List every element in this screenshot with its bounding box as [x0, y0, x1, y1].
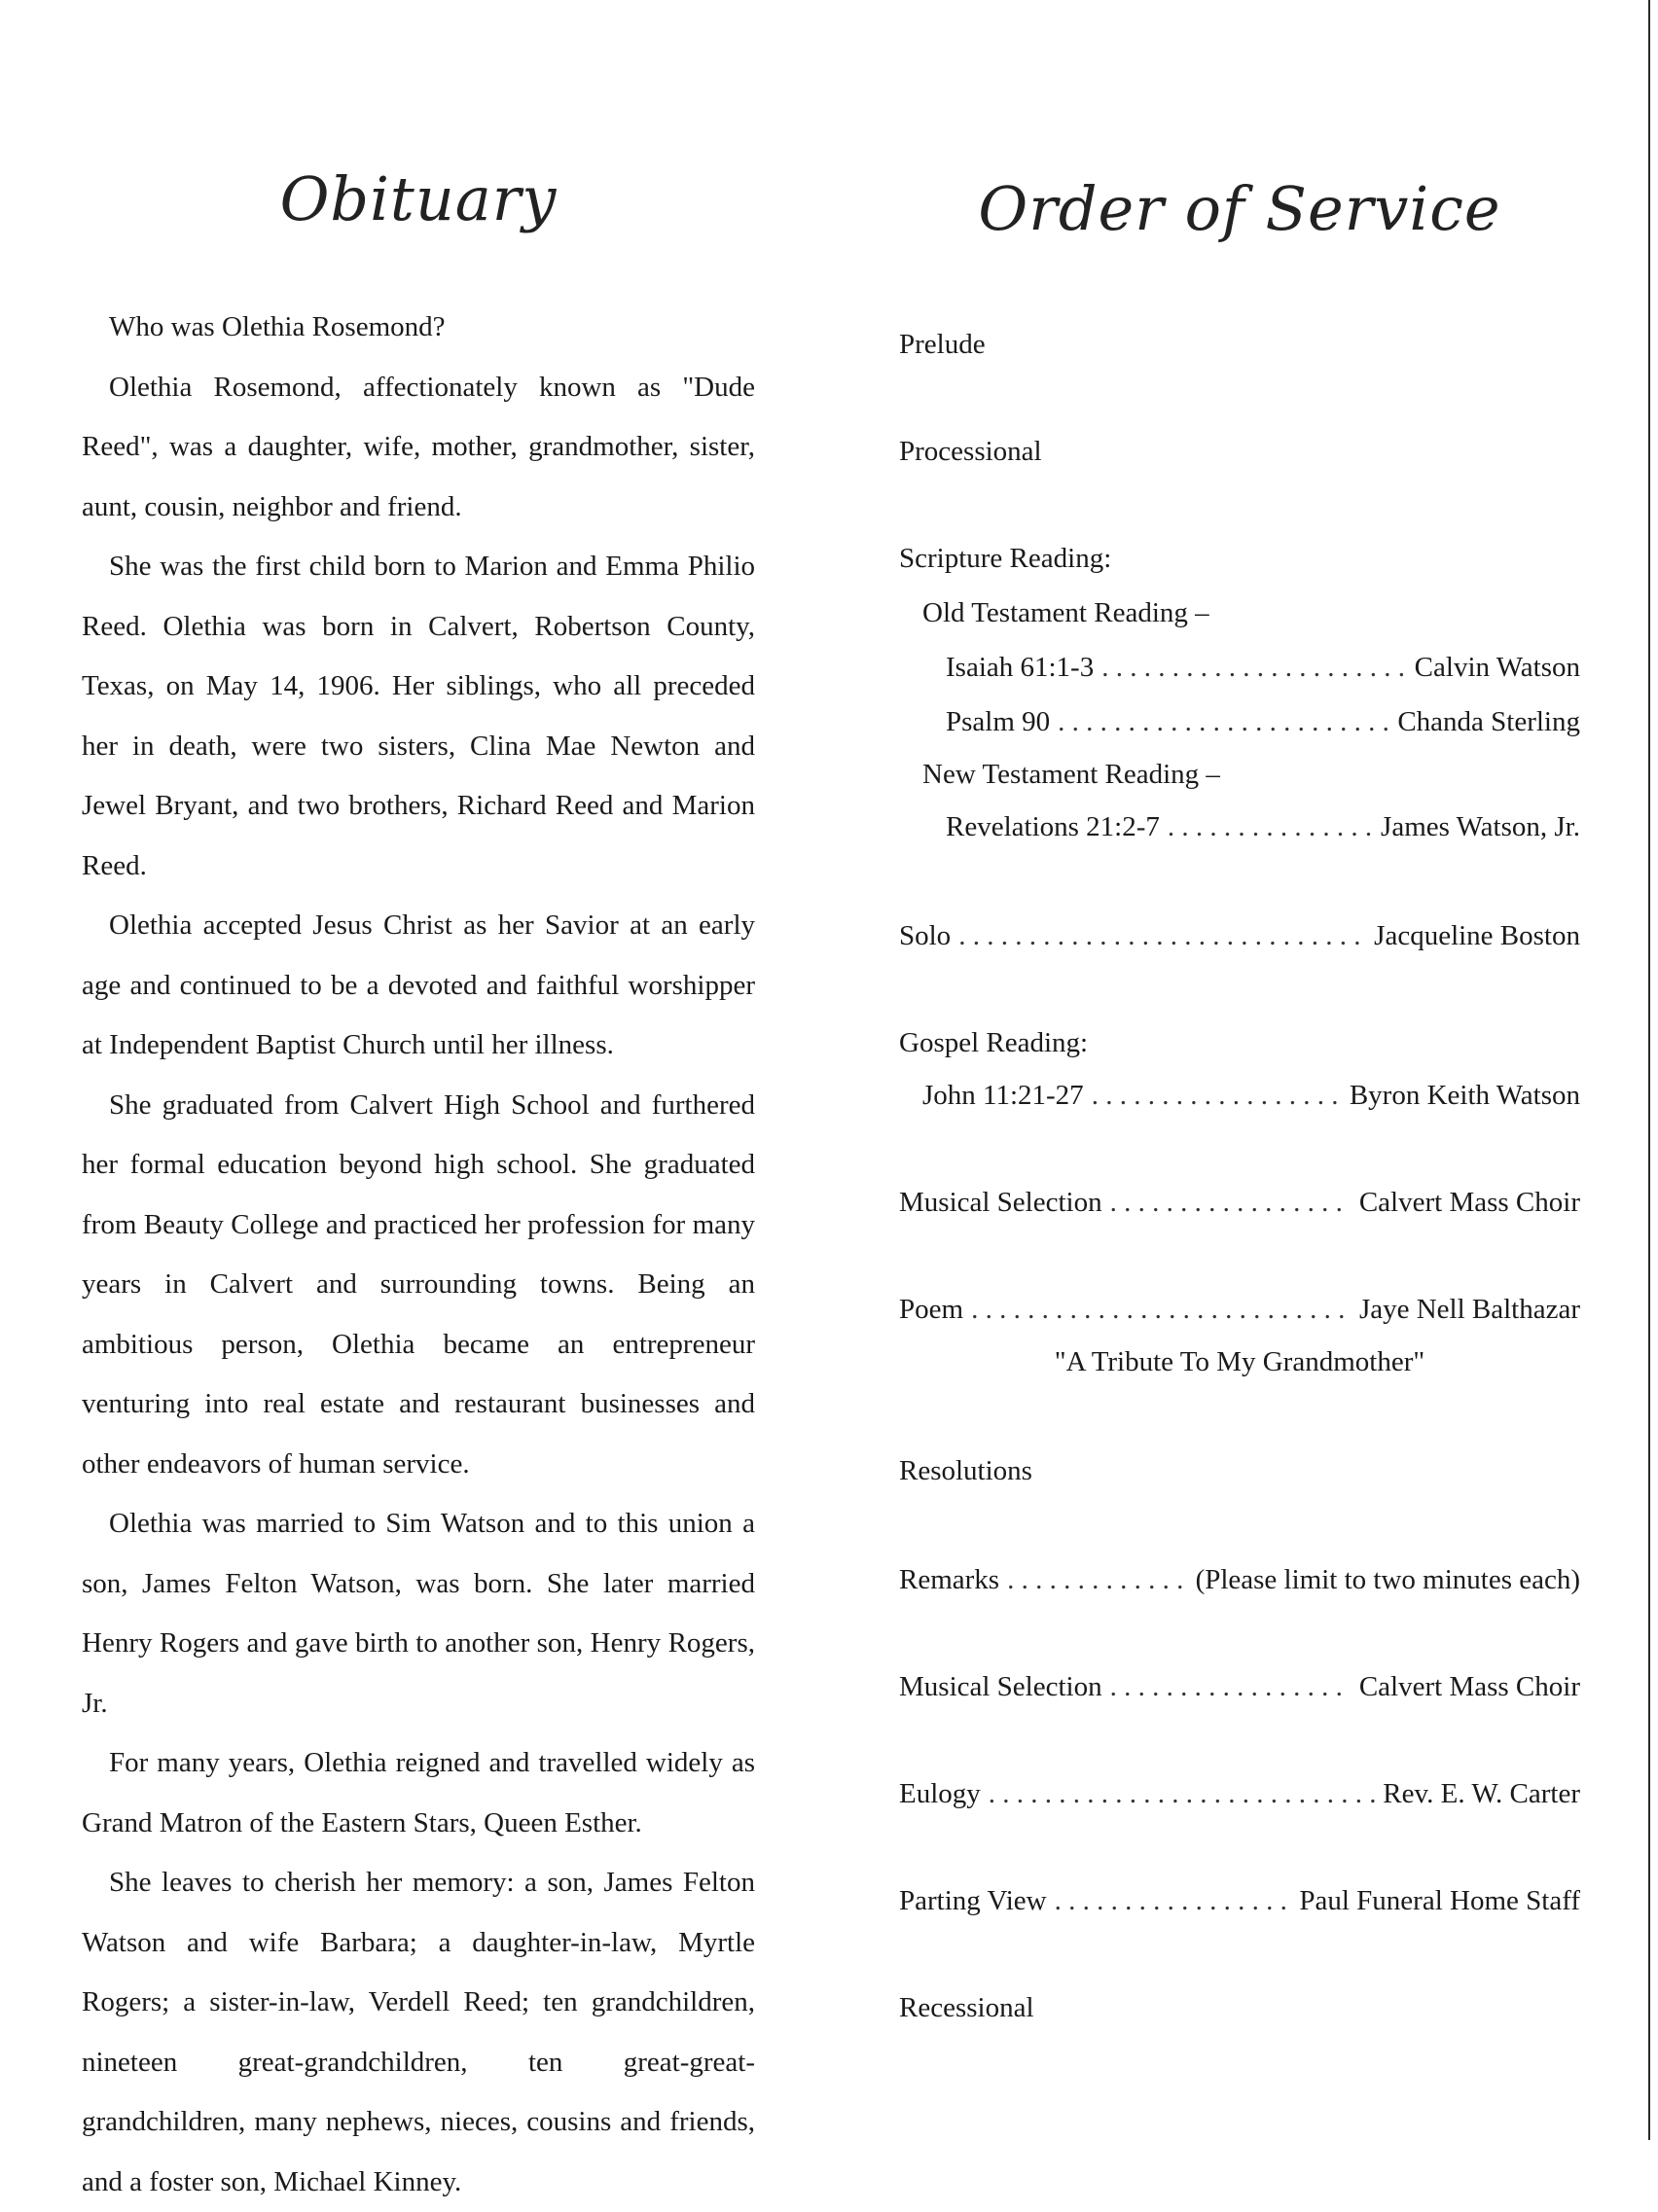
dot-leader — [1007, 1560, 1187, 1599]
service-participant: (Please limit to two minutes each) — [1195, 1564, 1580, 1595]
dot-leader — [1110, 1667, 1352, 1706]
dot-leader — [1055, 1881, 1292, 1920]
service-label: Isaiah 61:1-3 — [946, 652, 1095, 683]
poem-title: "A Tribute To My Grandmother" — [1054, 1346, 1425, 1377]
obituary-paragraph: Olethia Rosemond, affectionately known as "Dude Reed", was a daughter, wife, mother, grandmother, sister, aunt, cousin, neighbor and friend. — [82, 371, 755, 522]
service-item-remarks — [899, 1560, 1580, 1599]
service-item-eulogy — [899, 1774, 1580, 1813]
service-participant: Calvin Watson — [1414, 652, 1580, 683]
obituary-paragraph: Olethia accepted Jesus Christ as her Savior at an early age and continued to be a devoted and faithful worshipper at Independent Baptist Church until her illness. — [82, 910, 755, 1060]
dot-leader — [1092, 1076, 1342, 1115]
service-label: John 11:21-27 — [922, 1080, 1084, 1111]
service-participant: Byron Keith Watson — [1349, 1080, 1580, 1111]
service-label: Musical Selection — [899, 1187, 1102, 1218]
service-item-poem — [899, 1290, 1580, 1329]
service-label: Parting View — [899, 1885, 1047, 1916]
service-item-prelude: Prelude — [899, 329, 986, 360]
obituary-body — [82, 298, 755, 2212]
service-label: Poem — [899, 1294, 964, 1325]
obituary-paragraph: For many years, Olethia reigned and travelled widely as Grand Matron of the Eastern Stars, Queen Esther. — [82, 1747, 755, 1838]
service-item-processional: Processional — [899, 436, 1042, 467]
obituary-paragraph: She leaves to cherish her memory: a son, James Felton Watson and wife Barbara; a daughter-in-law, Myrtle Rogers; a sister-in-law, Verdell Reed; ten grandchildren, nineteen great-grandchildren, ten great-great-grandchildren, many nephews, nieces, cousins and friends, and a foster son, Michael Kinney. — [82, 1867, 755, 2197]
gospel-heading: Gospel Reading: — [899, 1027, 1089, 1058]
service-label: Musical Selection — [899, 1671, 1102, 1702]
service-participant: James Watson, Jr. — [1381, 811, 1580, 842]
dot-leader — [971, 1290, 1352, 1329]
new-testament-heading: New Testament Reading – — [922, 759, 1220, 790]
service-participant: Calvert Mass Choir — [1358, 1187, 1580, 1218]
service-label: Eulogy — [899, 1778, 981, 1809]
service-item-musical-selection-2 — [899, 1667, 1580, 1706]
service-label: Solo — [899, 920, 952, 951]
service-item-recessional: Recessional — [899, 1992, 1034, 2023]
service-item-isaiah — [899, 648, 1580, 687]
old-testament-heading: Old Testament Reading – — [922, 597, 1209, 628]
service-item-resolutions: Resolutions — [899, 1455, 1032, 1486]
dot-leader — [958, 916, 1366, 955]
service-item-solo — [899, 916, 1580, 955]
service-item-psalm — [899, 702, 1580, 741]
service-participant: Paul Funeral Home Staff — [1299, 1885, 1580, 1916]
service-label: Revelations 21:2-7 — [946, 811, 1160, 842]
obituary-paragraph: She graduated from Calvert High School and furthered her formal education beyond high school. She graduated from Beauty College and practiced her profession for many years in Calvert and surrounding towns. Being an ambitious person, Olethia became an entrepreneur venturing into real estate and restaurant businesses and other endeavors of human service. — [82, 1088, 755, 1480]
dot-leader — [1110, 1183, 1352, 1222]
service-item-musical-selection-1 — [899, 1183, 1580, 1222]
obituary-paragraph: Who was Olethia Rosemond? — [109, 311, 446, 342]
scripture-heading: Scripture Reading: — [899, 543, 1112, 574]
service-item-revelations — [899, 807, 1580, 846]
service-participant: Jaye Nell Balthazar — [1358, 1294, 1580, 1325]
dot-leader — [1058, 702, 1389, 741]
service-item-john — [899, 1076, 1580, 1115]
service-participant: Jacqueline Boston — [1374, 920, 1580, 951]
service-participant: Calvert Mass Choir — [1358, 1671, 1580, 1702]
service-label: Psalm 90 — [946, 706, 1051, 737]
dot-leader — [989, 1774, 1376, 1813]
dot-leader — [1168, 807, 1373, 846]
obituary-title: Obituary — [279, 163, 558, 234]
service-participant: Rev. E. W. Carter — [1383, 1778, 1580, 1809]
service-item-parting-view — [899, 1881, 1580, 1920]
service-participant: Chanda Sterling — [1397, 706, 1580, 737]
service-label: Remarks — [899, 1564, 1000, 1595]
order-of-service-title: Order of Service — [978, 173, 1501, 244]
dot-leader — [1101, 648, 1406, 687]
obituary-paragraph: Olethia was married to Sim Watson and to this union a son, James Felton Watson, was born. She later married Henry Rogers and gave birth to another son, Henry Rogers, Jr. — [82, 1508, 755, 1719]
obituary-paragraph: She was the first child born to Marion and Emma Philio Reed. Olethia was born in Calvert, Robertson County, Texas, on May 14, 1906. Her siblings, who all preceded her in death, were two sisters, Clina Mae Newton and Jewel Bryant, and two brothers, Richard Reed and Marion Reed. — [82, 551, 755, 881]
page-edge-line — [1648, 0, 1650, 2140]
